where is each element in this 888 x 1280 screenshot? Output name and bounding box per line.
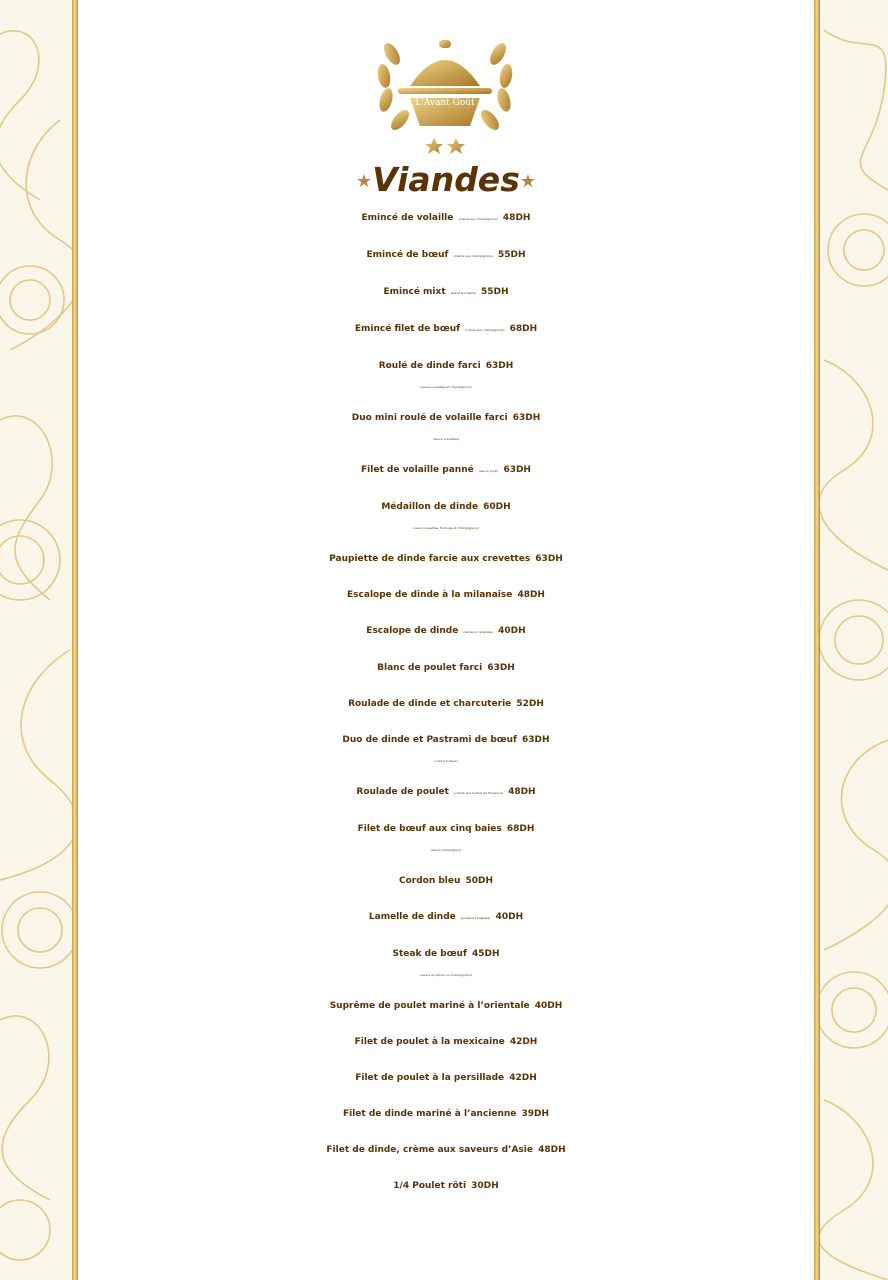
menu-page [78,0,814,1280]
laurel-cloche-emblem [370,14,520,154]
menu-item [78,348,814,397]
menu-item-name: Roulade de poulet [356,787,449,797]
menu-item-price: 63DH [485,361,514,371]
menu-item-name: Steak de bœuf [392,949,467,959]
menu-item-price: 68DH [509,324,538,334]
menu-item-sauce: (sauce champignon) [430,848,462,852]
menu-item-name: Roulé de dinde farci [378,361,481,371]
menu-item-price: 48DH [508,787,536,797]
menu-item-sauce: (sauce crevettes, fromage et champignons) [413,526,479,530]
menu-item-price: 48DH [517,590,545,600]
menu-item-name: Escalope de dinde à la milanaise [347,590,513,600]
menu-item [78,1168,814,1201]
menu-item-line [78,686,814,719]
menu-item-name: Filet de poulet à la persillade [355,1073,505,1083]
menu-item-price: 40DH [498,626,526,636]
menu-item [78,1132,814,1165]
menu-item-name: Médaillon de dinde [381,502,479,512]
menu-item-description: (panée à l'anglaise) [463,630,494,634]
menu-item-sauce: (crème 5 baies) [434,759,458,763]
menu-item-name: Duo mini roulé de volaille farci [351,413,508,423]
gold-border-line [814,0,820,1280]
menu-item-name: Emincé de bœuf [366,250,449,260]
menu-item [78,577,814,610]
menu-item-line [78,200,814,234]
menu-item-price: 39DH [521,1109,550,1119]
menu-item [78,774,814,808]
brand-name: L'Avant Goût [415,98,475,108]
menu-item-price: 48DH [502,213,531,223]
menu-item-description: (sauce royal) [478,469,499,473]
menu-item-line [78,237,814,271]
menu-item-price: 68DH [506,824,535,834]
menu-item-line [78,452,814,486]
menu-item [78,489,814,538]
menu-item-price: 40DH [534,1001,563,1011]
menu-item [78,452,814,486]
menu-item-description: (crème aux champignons) [465,328,505,332]
menu-item-line [78,1024,814,1057]
menu-item-name: Filet de dinde, crème aux saveurs d’Asie [326,1145,533,1155]
menu-item [78,1024,814,1057]
menu-item-price: 50DH [465,876,494,886]
menu-item-description: (panée à l'anglaise) [460,916,491,920]
menu-item-price: 63DH [512,413,541,423]
brand-logo [370,14,520,154]
menu-item-line [78,1132,814,1165]
menu-item-name: Cordon bleu [398,876,461,886]
floral-pattern-right [814,0,888,1280]
menu-item [78,811,814,860]
menu-item-line [78,988,814,1021]
menu-item [78,988,814,1021]
menu-item [78,686,814,719]
menu-item-line [78,650,814,683]
menu-item-price: 55DH [497,250,526,260]
menu-items-list [78,200,814,1204]
menu-item-line [78,774,814,808]
menu-item-name: Escalope de dinde [366,626,459,636]
menu-item-name: Emincé de volaille [361,213,454,223]
section-title-text: Viandes [372,160,520,199]
menu-item-name: Filet de bœuf aux cinq baies [357,824,502,834]
menu-item-line [78,348,814,381]
menu-item-price: 63DH [503,465,531,475]
menu-item-line [78,1096,814,1129]
menu-item-line [78,722,814,755]
menu-item-sauce: (sauce au poivre ou champignons) [420,973,472,977]
menu-item [78,650,814,683]
menu-item-name: 1/4 Poulet rôti [393,1181,467,1191]
menu-item-price: 63DH [487,663,515,673]
left-floral-border [0,0,78,1280]
menu-item-line [78,936,814,969]
menu-item-name: Filet de volaille panné [361,465,474,475]
menu-item-name: Suprême de poulet mariné à l’orientale [329,1001,530,1011]
floral-pattern-left [0,0,78,1280]
menu-item-line [78,311,814,345]
menu-item-line [78,541,814,574]
menu-item [78,1096,814,1129]
menu-item-description: (crème aux champignons) [458,217,498,221]
menu-item-name: Emincé mixt [383,287,446,297]
menu-item-name: Paupiette de dinde farcie aux crevettes [329,554,531,564]
menu-item-name: Filet de dinde mariné à l’ancienne [342,1109,517,1119]
menu-item-price: 60DH [483,502,511,512]
menu-item-name: Lamelle de dinde [368,912,456,922]
menu-item-line [78,811,814,844]
menu-item-sauce: (sauce crevettes) [432,437,460,441]
menu-item-line [78,577,814,610]
menu-item [78,274,814,308]
menu-item-price: 55DH [480,287,509,297]
menu-item-price: 63DH [535,554,563,564]
menu-item-price: 45DH [471,949,500,959]
menu-item-price: 42DH [509,1073,537,1083]
menu-item [78,311,814,345]
menu-item-description: (crème aux herbes de Provence) [454,791,503,795]
menu-item-price: 63DH [522,735,550,745]
menu-item [78,936,814,985]
star-icon: ★ [519,171,536,192]
menu-item-line [78,489,814,522]
menu-item [78,613,814,647]
menu-item-name: Duo de dinde et Pastrami de bœuf [342,735,517,745]
menu-item-price: 30DH [471,1181,499,1191]
right-floral-border [814,0,888,1280]
menu-item-line [78,613,814,647]
menu-item [78,863,814,896]
menu-item-name: Emincé filet de bœuf [354,324,461,334]
menu-item-description: (bœuf & volaille) [450,291,476,295]
menu-item [78,541,814,574]
menu-item-description: (crème aux champignons) [453,254,493,258]
menu-item [78,722,814,771]
menu-item-name: Filet de poulet à la mexicaine [354,1037,505,1047]
menu-item-name: Blanc de poulet farci [377,663,483,673]
menu-item-price: 40DH [495,912,524,922]
section-title [78,160,814,199]
menu-item [78,237,814,271]
menu-item-line [78,863,814,896]
star-icon: ★ [356,171,373,192]
menu-item-line [78,1060,814,1093]
menu-item-price: 48DH [538,1145,566,1155]
menu-item-price: 42DH [509,1037,538,1047]
menu-item-line [78,274,814,308]
menu-item-line [78,899,814,933]
menu-item-line [78,1168,814,1201]
menu-item-sauce: (sauce crevettes et champignons) [420,385,472,389]
menu-item [78,400,814,449]
menu-item [78,899,814,933]
menu-item-line [78,400,814,433]
menu-item-name: Roulade de dinde et charcuterie [348,699,512,709]
menu-item [78,1060,814,1093]
menu-item-price: 52DH [516,699,544,709]
menu-item [78,200,814,234]
